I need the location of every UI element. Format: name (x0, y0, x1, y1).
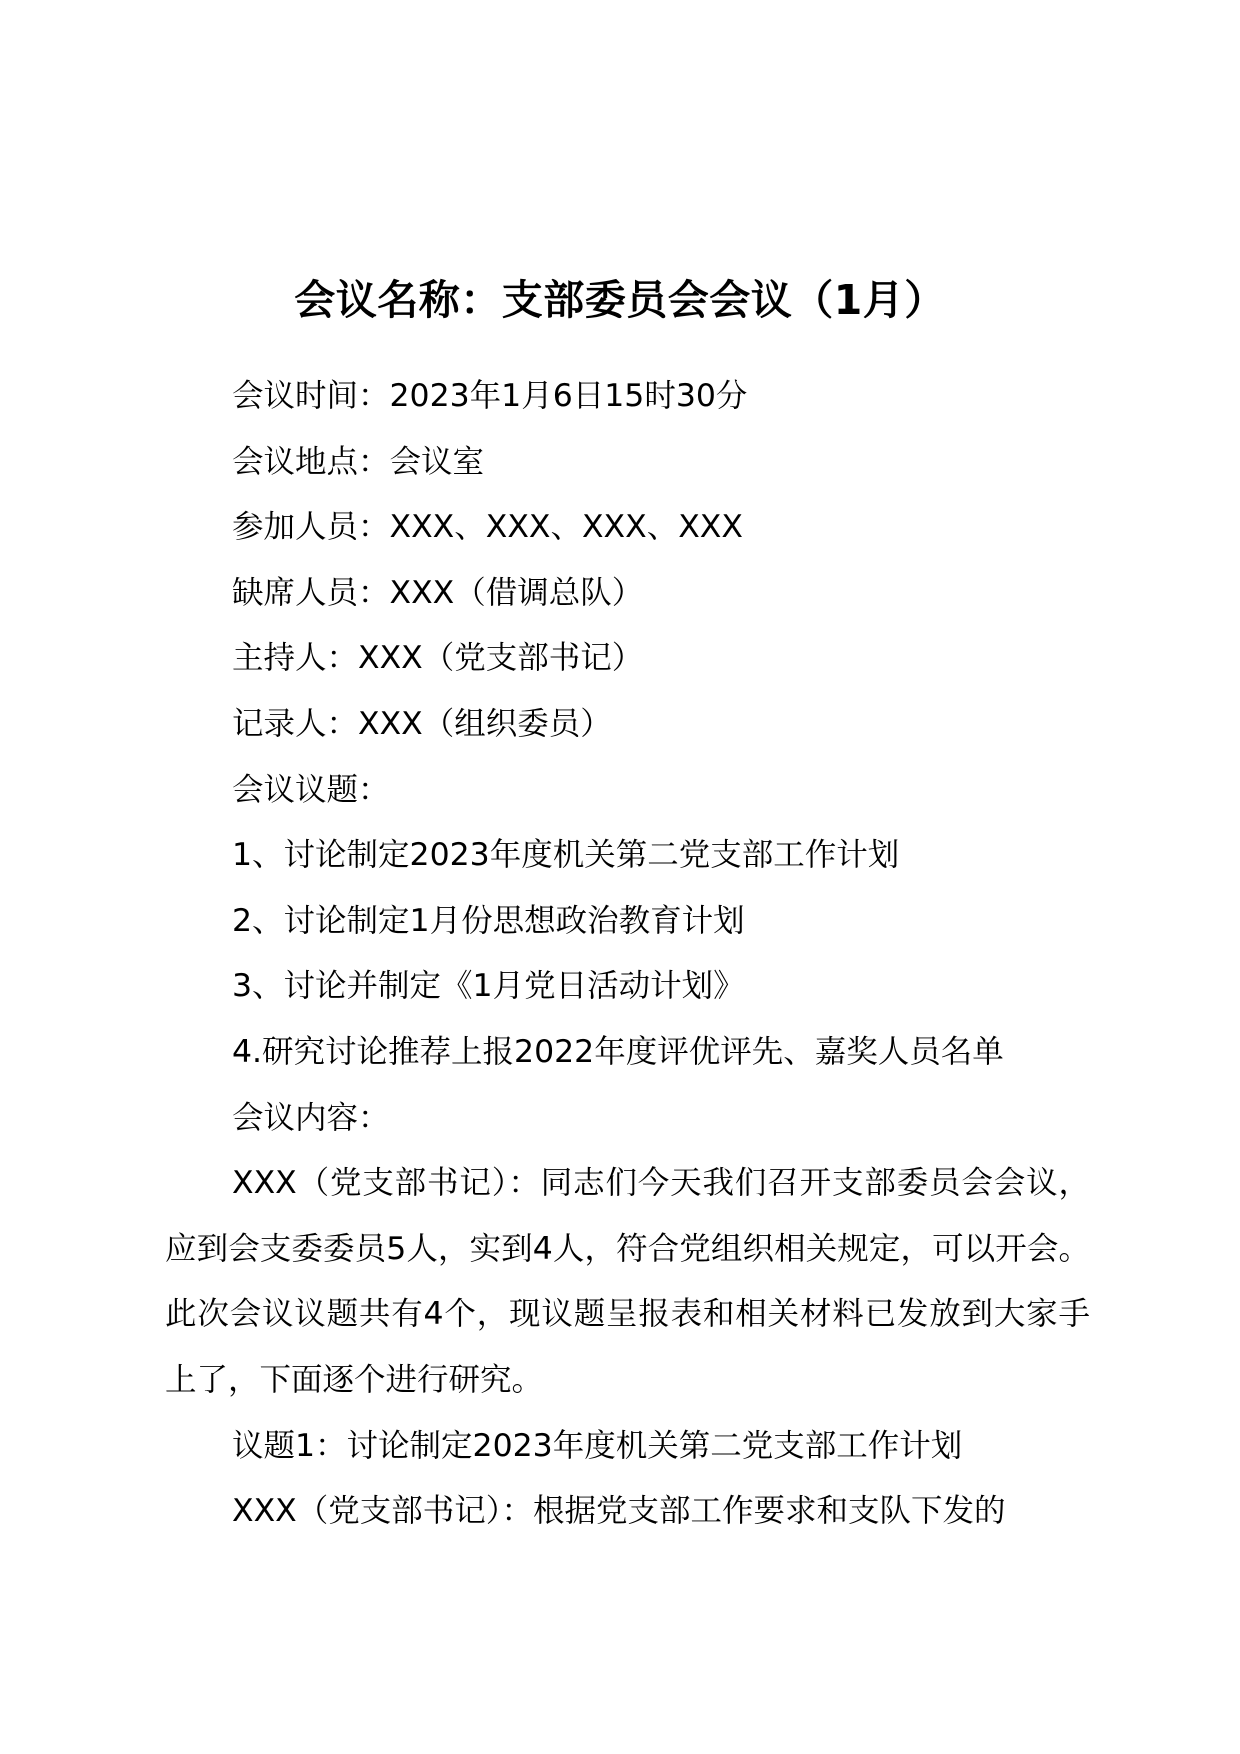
recorder: 记录人：XXX（组织委员） (232, 705, 612, 742)
content-heading: 会议内容： (232, 1099, 390, 1136)
document-body (165, 364, 1090, 1545)
meeting-time: 会议时间：2023年1月6日15时30分 (232, 378, 748, 414)
absentees: 缺席人员：XXX（借调总队） (232, 574, 644, 611)
agenda-item-3: 3、讨论并制定《1月党日活动计划》 (232, 968, 745, 1005)
attendees: 参加人员：XXX、XXX、XXX、XXX (232, 509, 743, 546)
host: 主持人：XXX（党支部书记） (232, 640, 644, 677)
meeting-location: 会议地点：会议室 (232, 443, 485, 480)
agenda-item-4: 4.研究讨论推荐上报2022年度评优评先、嘉奖人员名单 (232, 1033, 1004, 1070)
opening-paragraph: XXX（党支部书记）：同志们今天我们召开支部委员会会议，应到会支委委员5人，实到4人，符合党组织相关规定，可以开会。此次会议议题共有4个，现议题呈报表和相关材料已发放到大家手上了，下面逐个进行研究。 (165, 1165, 1090, 1398)
agenda-item-2: 2、讨论制定1月份思想政治教育计划 (232, 902, 745, 939)
document-title: 会议名称：支部委员会会议（1月） (294, 276, 946, 324)
agenda-heading: 会议议题： (232, 771, 390, 808)
topic-1-heading: 议题1：讨论制定2023年度机关第二党支部工作计划 (232, 1427, 963, 1464)
agenda-item-1: 1、讨论制定2023年度机关第二党支部工作计划 (232, 837, 900, 874)
topic-1-paragraph: XXX（党支部书记）：根据党支部工作要求和支队下发的 (232, 1493, 1006, 1530)
